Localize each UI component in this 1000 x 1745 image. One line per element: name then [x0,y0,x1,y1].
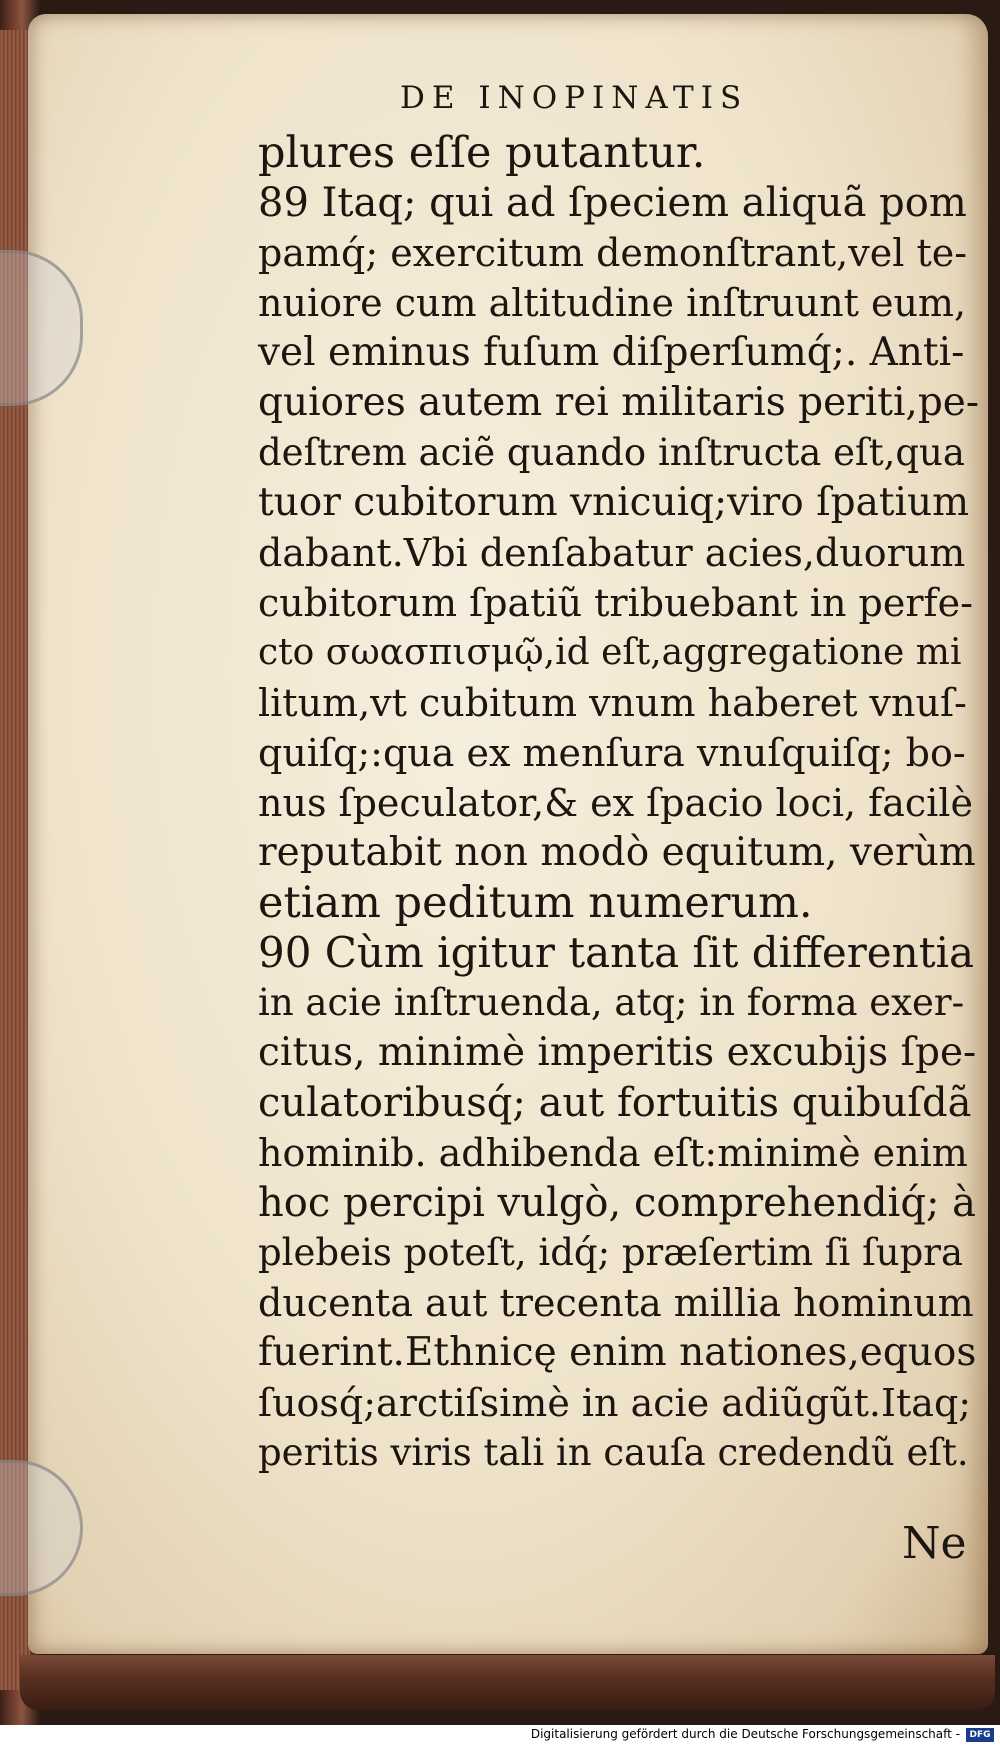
text-line: dabant.Vbi denſabatur acies,duorum [258,531,966,575]
running-head: DE INOPINATIS [400,80,749,116]
text-line: quiores autem rei militaris periti,pe- [258,380,980,425]
digitization-footer [0,1725,1000,1745]
text-line: etiam peditum numerum. [258,878,813,928]
text-line: deſtrem aciẽ quando inſtructa eſt,qua [258,431,965,474]
text-line: in acie inſtruenda, atq; in forma exer- [258,981,965,1024]
text-line: nus ſpeculator,& ex ſpacio loci, facilè [258,781,973,825]
text-line: citus, minimè imperitis excubijs ſpe- [258,1030,977,1075]
text-line: vel eminus fuſum diſperſumq́;. Anti- [258,330,965,375]
text-line: plures eſſe putantur. [258,128,706,178]
text-line: fuerint.Ethnicę enim nationes,equos [258,1330,977,1375]
text-line: reputabit non modò equitum, verùm [258,830,976,875]
text-line: tuor cubitorum vnicuiq;viro ſpatium [258,480,970,525]
text-line: cubitorum ſpatiũ tribuebant in perfe- [258,581,973,625]
text-line: 89 Itaq; qui ad ſpeciem aliquã pom [258,180,967,226]
text-line: pamq́; exercitum demonſtrant,vel te- [258,231,968,275]
text-line: nuiore cum altitudine inſtruunt eum, [258,281,967,325]
text-line: plebeis poteſt, idq́; præſertim ſi ſupra [258,1231,964,1274]
text-line: litum,vt cubitum vnum haberet vnuſ- [258,681,967,725]
text-line: quiſq;:qua ex menſura vnuſquiſq; bo- [258,731,966,775]
dfg-logo-icon: DFG [966,1728,994,1742]
text-line: ſuosq́;arctiſsimè in acie adiũgũt.Itaq; [258,1381,972,1425]
text-line: peritis viris tali in cauſa credendũ eſt. [258,1431,969,1474]
text-line: ducenta aut trecenta millia hominum [258,1281,974,1325]
footer-credit: Digitalisierung gefördert durch die Deutsche Forschungsgemeinschaft - [530,1727,960,1741]
text-line: cto σωασπισμῷ,id eſt,aggregatione mi [258,632,962,673]
text-line: 90 Cùm igitur tanta ſit differentia [258,928,975,977]
text-line: hoc percipi vulgò, comprehendiq́; à [258,1180,976,1226]
text-line: culatoribusq́; aut fortuitis quibuſdã [258,1080,972,1126]
book-bottom-edge [20,1655,995,1710]
text-line: hominib. adhibenda eſt:minimè enim [258,1131,968,1175]
catchword: Ne [902,1518,967,1569]
